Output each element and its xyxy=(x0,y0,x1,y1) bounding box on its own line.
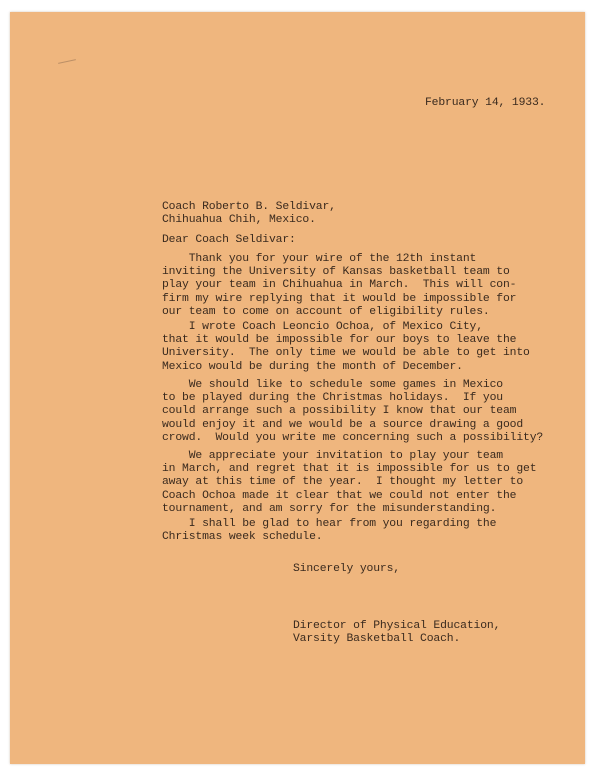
text-line: play your team in Chihuahua in March. This will con- xyxy=(162,279,517,292)
paragraph-4 xyxy=(162,450,536,516)
text-line: We should like to schedule some games in Mexico xyxy=(162,379,503,391)
signature-line: Varsity Basketball Coach. xyxy=(293,633,461,646)
paragraph-1 xyxy=(162,253,516,319)
text-line: tournament, and am sorry for the misunderstanding. xyxy=(162,502,497,515)
text-line: inviting the University of Kansas basketball team to xyxy=(162,266,510,279)
recipient-address xyxy=(162,201,336,227)
text-line: could arrange such a possibility I know that our team xyxy=(162,405,517,418)
paragraph-2 xyxy=(162,321,530,374)
text-line: crowd. Would you write me concerning such a possibility? xyxy=(162,431,544,444)
text-line: Christmas week schedule. xyxy=(162,531,323,544)
pencil-mark xyxy=(58,59,76,64)
text-line: firm my wire replying that it would be impossible for xyxy=(162,292,517,305)
recipient-line: Chihuahua Chih, Mexico. xyxy=(162,214,316,227)
recipient-line: Coach Roberto B. Seldivar, xyxy=(162,201,336,213)
text-line: our team to come on account of eligibility rules. xyxy=(162,305,490,318)
letter-date: February 14, 1933. xyxy=(425,97,546,109)
paragraph-3 xyxy=(162,379,543,445)
text-line: University. The only time we would be able to get into xyxy=(162,347,530,360)
signature-block xyxy=(293,620,500,646)
text-line: Mexico would be during the month of December. xyxy=(162,360,463,373)
text-line: in March, and regret that it is impossible for us to get xyxy=(162,463,537,476)
text-line: away at this time of the year. I thought my letter to xyxy=(162,476,524,489)
closing: Sincerely yours, xyxy=(293,563,400,575)
text-line: to be played during the Christmas holidays. If you xyxy=(162,392,503,405)
text-line: Coach Ochoa made it clear that we could not enter the xyxy=(162,489,517,502)
salutation: Dear Coach Seldivar: xyxy=(162,234,296,246)
text-line: Thank you for your wire of the 12th instant xyxy=(162,253,477,265)
text-line: that it would be impossible for our boys to leave the xyxy=(162,334,517,347)
paragraph-5 xyxy=(162,518,496,544)
text-line: We appreciate your invitation to play your team xyxy=(162,450,503,462)
signature-line: Director of Physical Education, xyxy=(293,620,501,632)
text-line: I shall be glad to hear from you regarding the xyxy=(162,518,497,530)
text-line: would enjoy it and we would be a source drawing a good xyxy=(162,418,524,431)
text-line: I wrote Coach Leoncio Ochoa, of Mexico City, xyxy=(162,321,483,333)
